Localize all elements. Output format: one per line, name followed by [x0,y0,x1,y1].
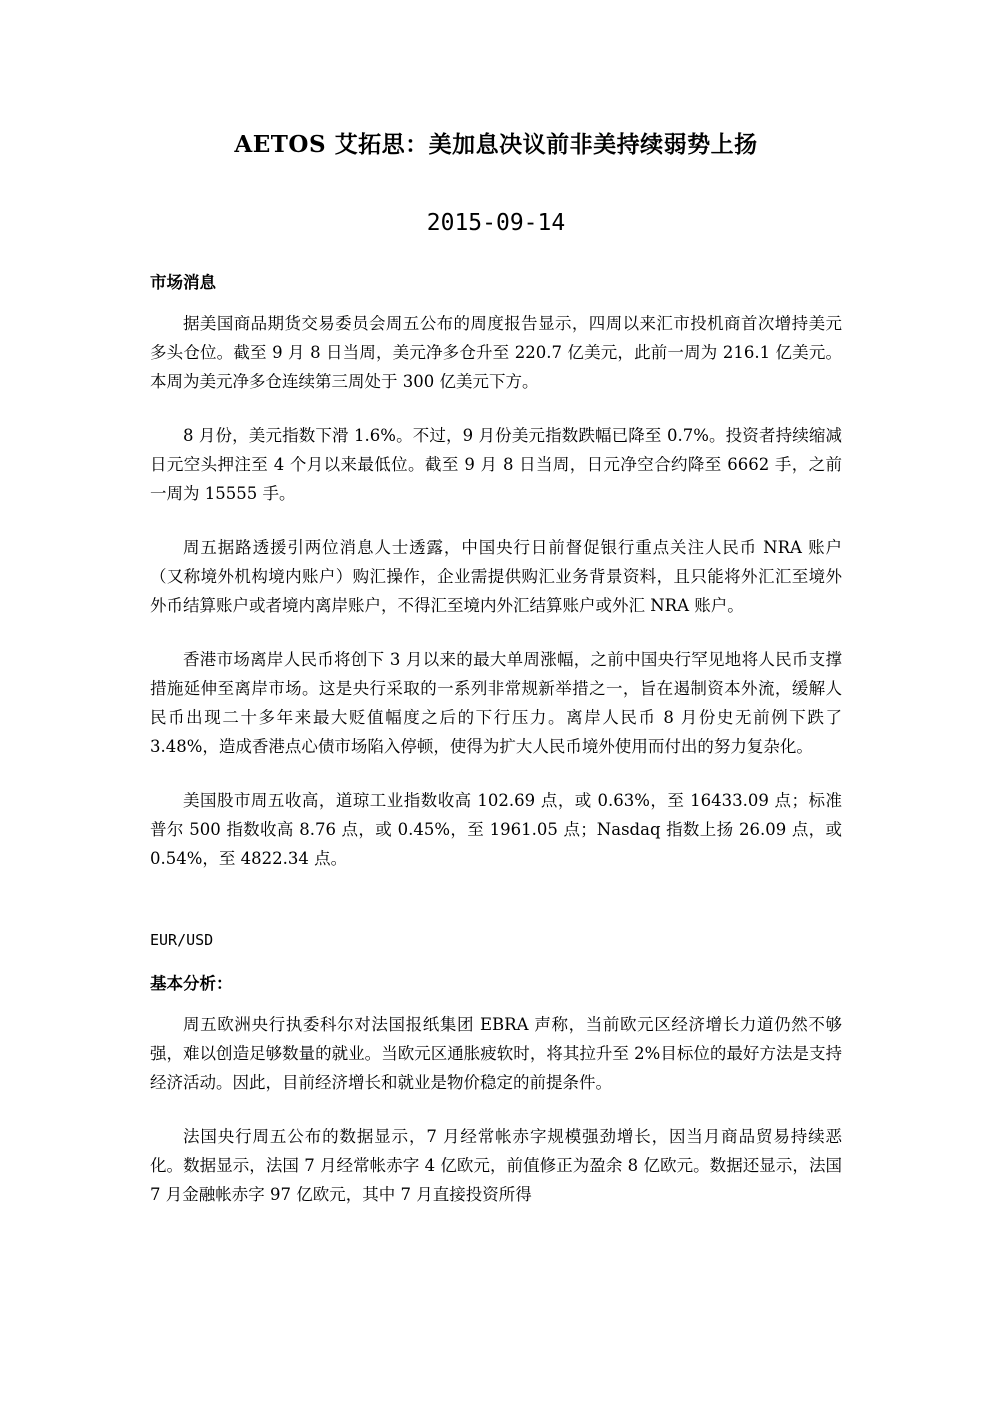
market-news-paragraph-1: 据美国商品期货交易委员会周五公布的周度报告显示，四周以来汇市投机商首次增持美元多头仓位。截至 9 月 8 日当周，美元净多仓升至 220.7 亿美元，此前一周为 216.1 亿美元。本周为美元净多仓连续第三周处于 300 亿美元下方。 [150,314,842,391]
market-news-paragraph-3: 周五据路透援引两位消息人士透露，中国央行日前督促银行重点关注人民币 NRA 账户（又称境外机构境内账户）购汇操作，企业需提供购汇业务背景资料，且只能将外汇汇至境外外币结算账户或者境内离岸账户，不得汇至境内外汇结算账户或外汇 NRA 账户。 [150,538,842,615]
document-date: 2015-09-14 [426,210,566,236]
eur-usd-paragraph-1: 周五欧洲央行执委科尔对法国报纸集团 EBRA 声称，当前欧元区经济增长力道仍然不够强，难以创造足够数量的就业。当欧元区通胀疲软时，将其拉升至 2%目标位的最好方法是支持经济活动。因此，目前经济增长和就业是物价稳定的前提条件。 [150,1015,842,1092]
eur-usd-paragraph-2: 法国央行周五公布的数据显示，7 月经常帐赤字规模强劲增长，因当月商品贸易持续恶化。数据显示，法国 7 月经常帐赤字 4 亿欧元，前值修正为盈余 8 亿欧元。数据还显示，法国 7 月金融帐赤字 97 亿欧元，其中 7 月直接投资所得 [150,1127,842,1204]
market-news-paragraph-2: 8 月份，美元指数下滑 1.6%。不过，9 月份美元指数跌幅已降至 0.7%。投资者持续缩减日元空头押注至 4 个月以来最低位。截至 9 月 8 日当周，日元净空合约降至 6662 手，之前一周为 15555 手。 [150,426,842,503]
market-news-paragraph-4: 香港市场离岸人民币将创下 3 月以来的最大单周涨幅，之前中国央行罕见地将人民币支撑措施延伸至离岸市场。这是央行采取的一系列非常规新举措之一，旨在遏制资本外流，缓解人民币出现二十多年来最大贬值幅度之后的下行压力。离岸人民币 8 月份史无前例下跌了 3.48%，造成香港点心债市场陷入停顿，使得为扩大人民币境外使用而付出的努力复杂化。 [150,650,842,756]
document-title: AETOS 艾拓思：美加息决议前非美持续弱势上扬 [234,131,758,158]
document-body [150,268,842,1209]
subsection-heading-fundamental-analysis: 基本分析： [150,974,233,993]
market-news-paragraph-5: 美国股市周五收高，道琼工业指数收高 102.69 点，或 0.63%，至 16433.09 点；标准普尔 500 指数收高 8.76 点，或 0.45%，至 1961.05 点；Nasdaq 指数上扬 26.09 点，或 0.54%，至 4822.34 点。 [150,791,842,868]
section-heading-market-news: 市场消息 [150,273,216,292]
section-heading-eur-usd: EUR/USD [150,931,214,949]
